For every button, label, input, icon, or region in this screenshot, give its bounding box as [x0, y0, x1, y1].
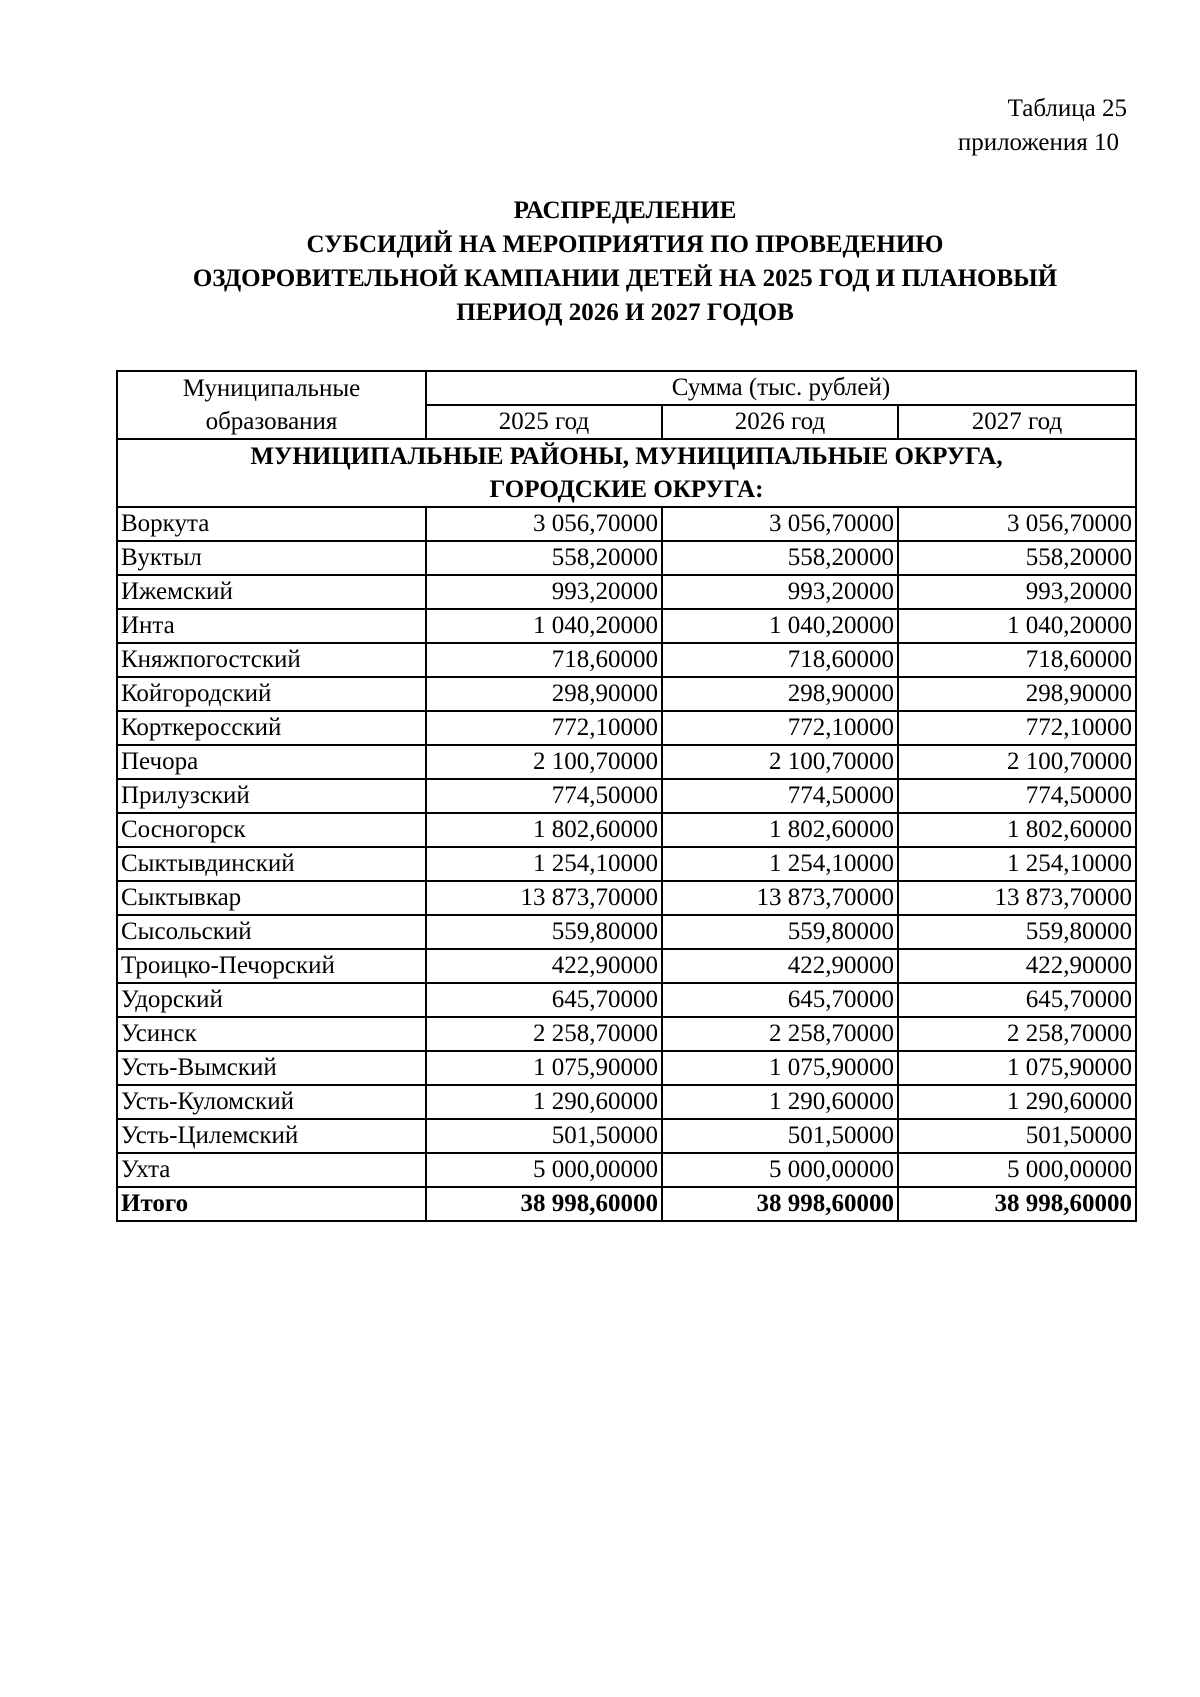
amount-2026-cell: 3 056,70000: [662, 507, 898, 541]
amount-2025-cell: 772,10000: [426, 711, 662, 745]
municipality-name-cell: Усть-Цилемский: [117, 1119, 426, 1153]
amount-2027-cell: 1 040,20000: [898, 609, 1136, 643]
amount-2027-cell: 13 873,70000: [898, 881, 1136, 915]
appendix-number-label: приложения 10: [957, 129, 1119, 156]
municipality-name-cell: Прилузский: [117, 779, 426, 813]
table-row: [117, 711, 1136, 745]
section-heading-line-2: ГОРОДСКИЕ ОКРУГА:: [489, 476, 764, 503]
amount-2026-cell: 422,90000: [662, 949, 898, 983]
amount-2027-cell: 501,50000: [898, 1119, 1136, 1153]
table-row: [117, 847, 1136, 881]
municipality-name-cell: Печора: [117, 745, 426, 779]
section-heading: [117, 439, 1136, 507]
amount-2026-cell: 1 290,60000: [662, 1085, 898, 1119]
amount-2026-cell: 774,50000: [662, 779, 898, 813]
municipality-name-cell: Воркута: [117, 507, 426, 541]
amount-2025-cell: 645,70000: [426, 983, 662, 1017]
amount-2025-cell: 13 873,70000: [426, 881, 662, 915]
section-heading-line-1: МУНИЦИПАЛЬНЫЕ РАЙОНЫ, МУНИЦИПАЛЬНЫЕ ОКРУГА,: [250, 443, 1003, 470]
municipality-name-cell: Койгородский: [117, 677, 426, 711]
table-row: [117, 643, 1136, 677]
amount-2027-cell: 5 000,00000: [898, 1153, 1136, 1187]
amount-2026-cell: 1 254,10000: [662, 847, 898, 881]
sum-column-header: Сумма (тыс. рублей): [426, 371, 1136, 405]
subsidy-distribution-table: [116, 370, 1137, 1222]
title-line-2: СУБСИДИЙ НА МЕРОПРИЯТИЯ ПО ПРОВЕДЕНИЮ: [306, 231, 944, 258]
amount-2025-cell: 1 290,60000: [426, 1085, 662, 1119]
amount-2025-cell: 559,80000: [426, 915, 662, 949]
table-row: [117, 779, 1136, 813]
municipality-name-cell: Ижемский: [117, 575, 426, 609]
amount-2027-cell: 2 100,70000: [898, 745, 1136, 779]
table-row: [117, 1153, 1136, 1187]
municipality-name-cell: Корткеросский: [117, 711, 426, 745]
table-row: [117, 915, 1136, 949]
amount-2027-cell: 2 258,70000: [898, 1017, 1136, 1051]
amount-2025-cell: 993,20000: [426, 575, 662, 609]
amount-2025-cell: 2 258,70000: [426, 1017, 662, 1051]
amount-2025-cell: 3 056,70000: [426, 507, 662, 541]
title-line-4: ПЕРИОД 2026 И 2027 ГОДОВ: [456, 299, 794, 326]
amount-2026-cell: 645,70000: [662, 983, 898, 1017]
amount-2027-cell: 3 056,70000: [898, 507, 1136, 541]
amount-2027-cell: 1 075,90000: [898, 1051, 1136, 1085]
table-header: [117, 371, 1136, 439]
amount-2025-cell: 1 040,20000: [426, 609, 662, 643]
municipality-name-cell: Усть-Куломский: [117, 1085, 426, 1119]
municipality-name-cell: Сысольский: [117, 915, 426, 949]
amount-2026-cell: 1 802,60000: [662, 813, 898, 847]
amount-2025-cell: 501,50000: [426, 1119, 662, 1153]
total-amount-2027-cell: 38 998,60000: [898, 1187, 1136, 1221]
year-2026-header: 2026 год: [662, 405, 898, 439]
amount-2025-cell: 1 802,60000: [426, 813, 662, 847]
municipality-column-header: [117, 371, 426, 439]
table-row: [117, 575, 1136, 609]
amount-2026-cell: 298,90000: [662, 677, 898, 711]
total-amount-2026-cell: 38 998,60000: [662, 1187, 898, 1221]
municipality-name-cell: Сыктывдинский: [117, 847, 426, 881]
amount-2027-cell: 645,70000: [898, 983, 1136, 1017]
amount-2026-cell: 993,20000: [662, 575, 898, 609]
municipality-name-cell: Вуктыл: [117, 541, 426, 575]
amount-2026-cell: 772,10000: [662, 711, 898, 745]
amount-2027-cell: 298,90000: [898, 677, 1136, 711]
amount-2026-cell: 559,80000: [662, 915, 898, 949]
municipality-name-cell: Усть-Вымский: [117, 1051, 426, 1085]
amount-2027-cell: 772,10000: [898, 711, 1136, 745]
municipality-name-cell: Инта: [117, 609, 426, 643]
amount-2026-cell: 718,60000: [662, 643, 898, 677]
amount-2027-cell: 718,60000: [898, 643, 1136, 677]
table-row: [117, 745, 1136, 779]
total-amount-2025-cell: 38 998,60000: [426, 1187, 662, 1221]
total-row: [117, 1187, 1136, 1221]
amount-2026-cell: 2 100,70000: [662, 745, 898, 779]
title-line-3: ОЗДОРОВИТЕЛЬНОЙ КАМПАНИИ ДЕТЕЙ НА 2025 ГОД И ПЛАНОВЫЙ: [192, 265, 1058, 292]
amount-2026-cell: 1 040,20000: [662, 609, 898, 643]
amount-2027-cell: 993,20000: [898, 575, 1136, 609]
amount-2025-cell: 422,90000: [426, 949, 662, 983]
amount-2026-cell: 13 873,70000: [662, 881, 898, 915]
amount-2026-cell: 5 000,00000: [662, 1153, 898, 1187]
amount-2027-cell: 1 290,60000: [898, 1085, 1136, 1119]
table-row: [117, 541, 1136, 575]
amount-2027-cell: 1 254,10000: [898, 847, 1136, 881]
table-row: [117, 507, 1136, 541]
table-row: [117, 1051, 1136, 1085]
municipality-name-cell: Сосногорск: [117, 813, 426, 847]
table-row: [117, 677, 1136, 711]
table-row: [117, 1119, 1136, 1153]
amount-2025-cell: 558,20000: [426, 541, 662, 575]
amount-2027-cell: 774,50000: [898, 779, 1136, 813]
section-row: [117, 439, 1136, 507]
amount-2026-cell: 558,20000: [662, 541, 898, 575]
document-title: [100, 194, 1150, 330]
table-row: [117, 1017, 1136, 1051]
amount-2025-cell: 1 075,90000: [426, 1051, 662, 1085]
total-municipality-name-cell: Итого: [117, 1187, 426, 1221]
amount-2025-cell: 1 254,10000: [426, 847, 662, 881]
amount-2025-cell: 5 000,00000: [426, 1153, 662, 1187]
table-row: [117, 881, 1136, 915]
annex-reference: [827, 92, 1127, 160]
municipality-name-cell: Усинск: [117, 1017, 426, 1051]
table-row: [117, 949, 1136, 983]
header-row-1: [117, 371, 1136, 405]
municipality-name-cell: Сыктывкар: [117, 881, 426, 915]
amount-2027-cell: 558,20000: [898, 541, 1136, 575]
amount-2027-cell: 559,80000: [898, 915, 1136, 949]
municipality-name-cell: Ухта: [117, 1153, 426, 1187]
year-2025-header: 2025 год: [426, 405, 662, 439]
table-row: [117, 1085, 1136, 1119]
amount-2027-cell: 1 802,60000: [898, 813, 1136, 847]
table-row: [117, 983, 1136, 1017]
amount-2026-cell: 1 075,90000: [662, 1051, 898, 1085]
table-row: [117, 813, 1136, 847]
amount-2025-cell: 298,90000: [426, 677, 662, 711]
municipality-name-cell: Удорский: [117, 983, 426, 1017]
municipality-name-cell: Троицко-Печорский: [117, 949, 426, 983]
title-line-1: РАСПРЕДЕЛЕНИЕ: [513, 197, 737, 224]
municipality-name-cell: Княжпогостский: [117, 643, 426, 677]
amount-2027-cell: 422,90000: [898, 949, 1136, 983]
amount-2025-cell: 774,50000: [426, 779, 662, 813]
amount-2026-cell: 501,50000: [662, 1119, 898, 1153]
table-number-label: Таблица 25: [1007, 95, 1127, 122]
municipality-header-line-1: Муниципальные: [182, 375, 361, 402]
amount-2025-cell: 2 100,70000: [426, 745, 662, 779]
year-2027-header: 2027 год: [898, 405, 1136, 439]
table-body: [117, 439, 1136, 1221]
amount-2026-cell: 2 258,70000: [662, 1017, 898, 1051]
amount-2025-cell: 718,60000: [426, 643, 662, 677]
municipality-header-line-2: образования: [205, 408, 338, 435]
table-row: [117, 609, 1136, 643]
